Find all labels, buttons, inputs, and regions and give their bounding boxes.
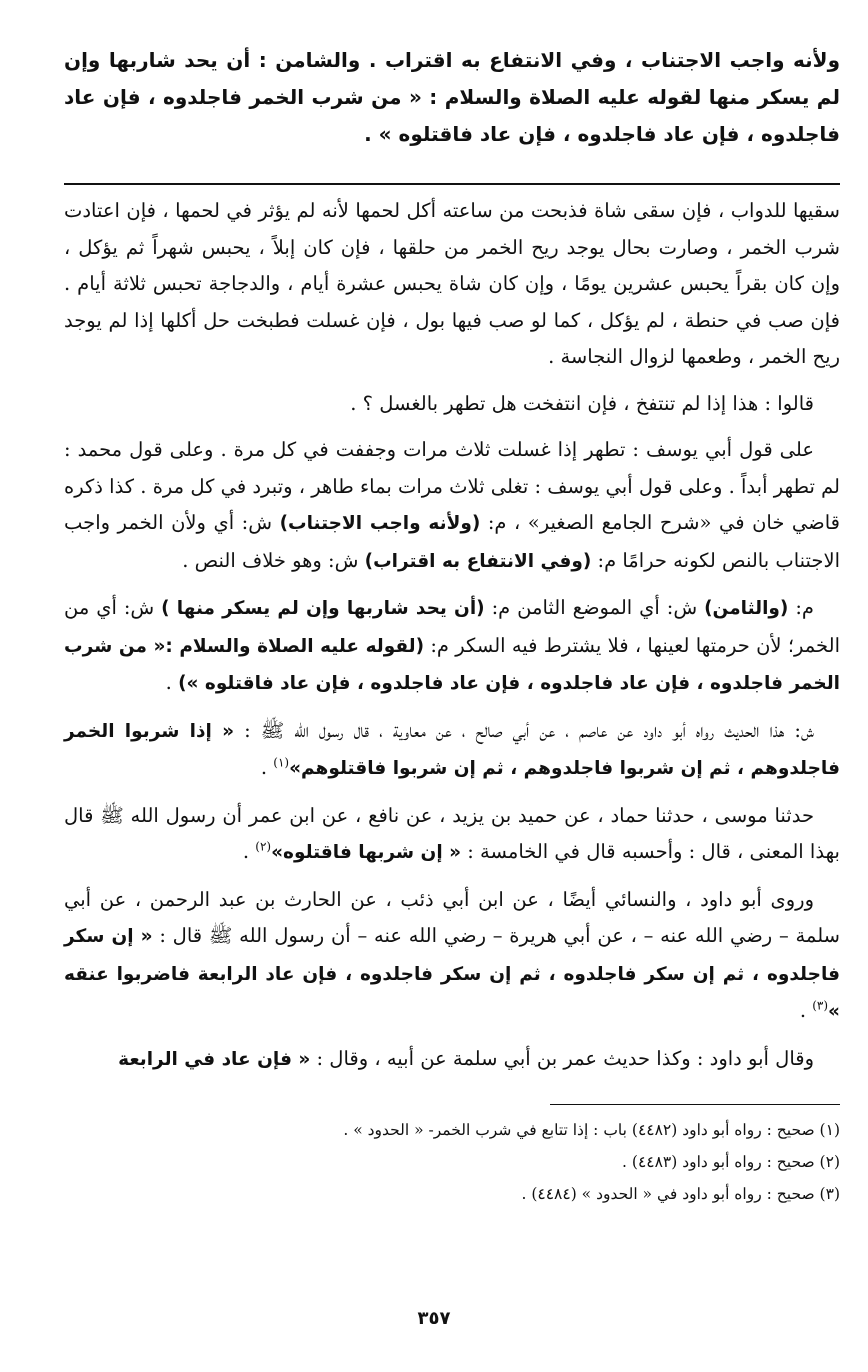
text: ش: أي من الخمر؛ لأن حرمتها لعينها ، فلا يشترط فيه السكر م: [64, 596, 841, 657]
text: ش: هذا الحديث رواه أبو داود عن عاصم ، عن أبي صالح ، عن معاوية ، قال رسول الله ﷺ : [234, 718, 814, 742]
hadith-quote: « إذا شربوا الخمر فاجلدوهم ، ثم إن شربوا فاجلدوهم ، ثم إن شربوا فاقتلوهم» [64, 720, 840, 779]
text: ش: وهو خلاف النص . [182, 548, 365, 572]
footnote-3: (٣) صحيح : رواه أبو داود في « الحدود » (٤٤٨٤) . [521, 1185, 840, 1203]
paragraph-5 [64, 713, 840, 788]
text: . [260, 756, 274, 779]
text: ش: أي ولأن الخمر واجب الاجتناب بالنص لكونه حرامًا م: [64, 511, 840, 572]
text: ش: أي الموضع الثامن م: [484, 596, 705, 619]
footnote-2: (٢) صحيح : رواه أبو داود (٤٤٨٣) . [622, 1153, 840, 1171]
footnote-1: (١) صحيح : رواه أبو داود (٤٤٨٢) باب : إذا تتابع في شرب الخمر- « الحدود » . [343, 1121, 840, 1139]
footnote-divider [550, 1104, 840, 1105]
paragraph-8 [64, 1041, 840, 1079]
sharh-commentary [64, 193, 840, 1078]
footnote-ref-2: (٢) [255, 839, 272, 854]
paragraph-1: سقيها للدواب ، فإن سقى شاة فذبحت من ساعته أكل لحمها لأنه لم يؤثر في لحمها ، فإن اعتادت شرب الخمر ، وصارت بحال يوجد ريح الخمر من حلقها ، فإن كان إبلاً ، يحبس شهراً ثم يؤكل ، وإن كان بقراً يحبس عشرين يومًا ، وإن كان شاة يحبس عشرة أيام ، والدجاجة تحبس ثلاثة أيام . فإن صب في حنطة ، لم يؤكل ، كما لو صب فيها بول ، فإن غسلت فطبخت حل أكلها إذا لم يوجد ريح الخمر ، وطعمها لزوال النجاسة . [64, 199, 840, 368]
text: حدثنا موسى ، حدثنا حماد ، عن حميد بن يزيد ، عن نافع ، عن ابن عمر أن رسول الله ﷺ قال بهذا المعنى ، قال : وأحسبه قال في الخامسة : [64, 803, 840, 863]
quoted-matn: (لقوله عليه الصلاة والسلام :« من شرب الخمر فاجلدوه ، فإن عاد فاجلدوه ، فإن عاد فاجلدوه ، فإن عاد فاقتلوه ») [64, 635, 840, 694]
hadith-quote: « إن سكر فاجلدوه ، ثم إن سكر فاجلدوه ، ثم إن سكر فاجلدوه ، فإن عاد الرابعة فاضربوا عنقه » [64, 926, 840, 1022]
text: . [799, 999, 813, 1022]
text: وقال أبو داود : وكذا حديث عمر بن أبي سلمة عن أبيه ، وقال : [310, 1046, 814, 1070]
paragraph-3 [64, 432, 840, 580]
text: . [242, 840, 256, 863]
matn-divider [64, 183, 840, 185]
quoted-matn: (ولأنه واجب الاجتناب) [279, 513, 481, 534]
hadith-quote: « إن شربها فاقتلوه» [271, 842, 462, 863]
matn-text: ولأنه واجب الاجتناب ، وفي الانتفاع به اقتراب . والشامن : أن يحد شاربها وإن لم يسكر منها لقوله عليه الصلاة والسلام : « من شرب الخمر فاجلدوه ، فإن عاد فاجلدوه ، فإن عاد فاجلدوه ، فإن عاد فاقتلوه » . [64, 48, 840, 146]
text: . [165, 671, 179, 694]
paragraph-6 [64, 798, 840, 872]
quoted-matn: (أن يحد شاربها وإن لم يسكر منها ) [161, 598, 485, 619]
paragraph-2: قالوا : هذا إذا لم تنتفخ ، فإن انتفخت هل تطهر بالغسل ؟ . [350, 391, 814, 415]
paragraph-7 [64, 882, 840, 1031]
footnote-ref-3: (٣) [812, 998, 829, 1013]
hadith-quote: « فإن عاد في الرابعة [118, 1048, 311, 1070]
footnote-ref-1: (١) [273, 755, 290, 770]
quoted-matn: (وفي الانتفاع به اقتراب) [364, 550, 592, 572]
paragraph-4 [64, 590, 840, 703]
quoted-matn: (والثامن) [704, 598, 789, 619]
book-page [64, 42, 840, 1211]
text: على قول أبي يوسف : تطهر إذا غسلت ثلاث مرات وجففت في كل مرة . وعلى قول محمد : لم تطهر أبداً . وعلى قول أبي يوسف : تغلى ثلاث مرات بماء طاهر ، وتبرد في كل مرة . كذا ذكره قاضي خان في «شرح الجامع الصغير» ، م: [64, 438, 840, 534]
page-number: ٣٥٧ [417, 1308, 451, 1329]
footnotes [64, 1115, 840, 1209]
text: م: [788, 596, 814, 619]
text: وروى أبو داود ، والنسائي أيضًا ، عن ابن أبي ذئب ، عن الحارث بن عبد الرحمن ، عن أبي سلمة – رضي الله عنه – ، عن أبي هريرة – رضي الله عنه – أن رسول الله ﷺ قال : [64, 887, 840, 947]
